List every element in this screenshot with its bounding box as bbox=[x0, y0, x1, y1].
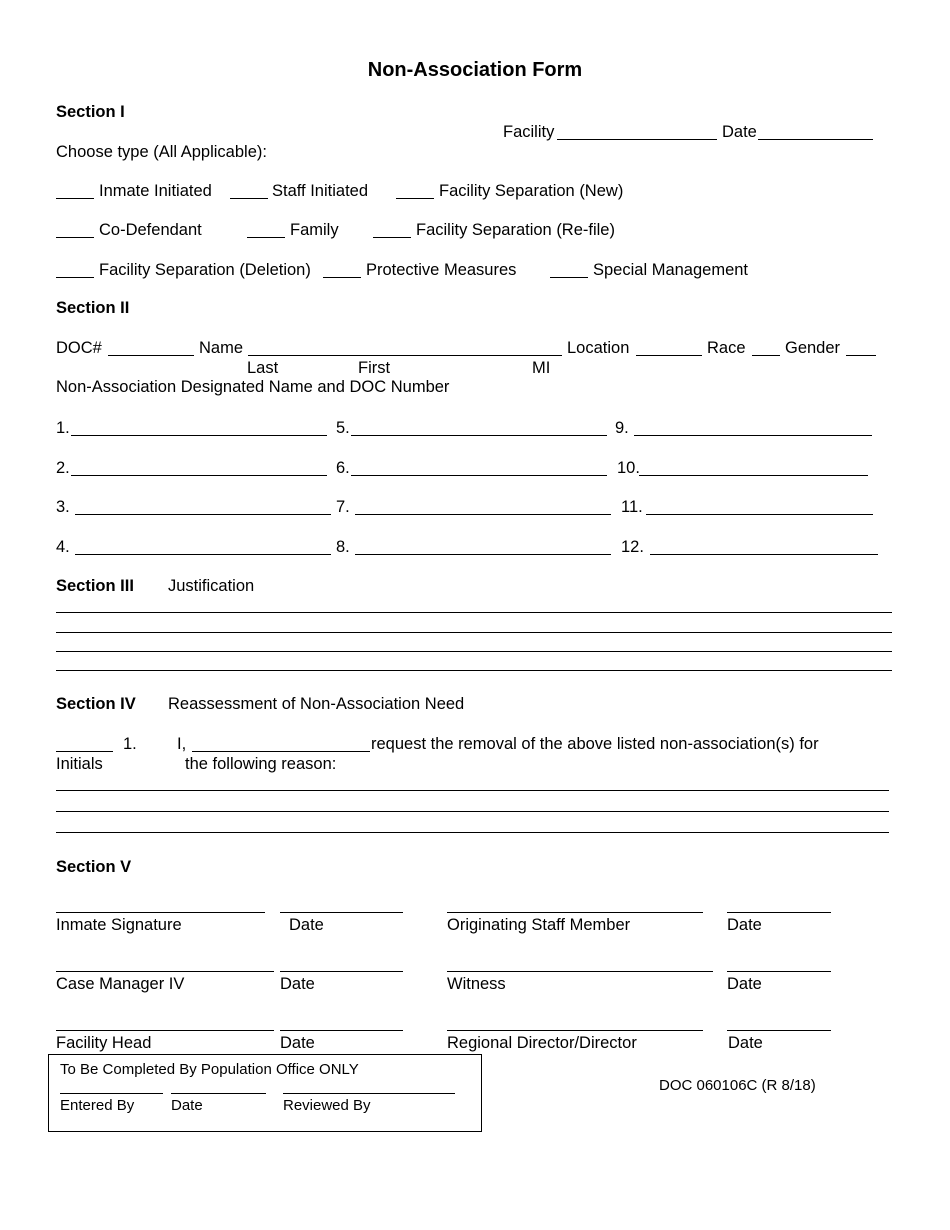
inmate-signature-line[interactable] bbox=[56, 912, 265, 913]
designated-field[interactable] bbox=[634, 435, 872, 436]
gender-field[interactable] bbox=[846, 355, 876, 356]
section-1-heading: Section I bbox=[56, 103, 125, 121]
name-first-caption: First bbox=[358, 359, 391, 377]
reassessment-label: Reassessment of Non-Association Need bbox=[168, 695, 465, 713]
entered-by-line[interactable] bbox=[60, 1093, 163, 1094]
designated-number: 6. bbox=[336, 459, 350, 477]
checkbox-staff-initiated[interactable] bbox=[230, 198, 268, 199]
i-label: I, bbox=[177, 735, 187, 753]
designated-field[interactable] bbox=[355, 514, 611, 515]
type-facility-separation-deletion: Facility Separation (Deletion) bbox=[99, 261, 311, 279]
facility-head-line[interactable] bbox=[56, 1030, 274, 1031]
name-label: Name bbox=[199, 339, 244, 357]
type-family: Family bbox=[290, 221, 339, 239]
witness-label: Witness bbox=[447, 975, 506, 993]
reviewed-by-label: Reviewed By bbox=[283, 1097, 371, 1114]
type-facility-separation-refile: Facility Separation (Re-file) bbox=[416, 221, 615, 239]
name-field[interactable] bbox=[248, 355, 562, 356]
designated-field[interactable] bbox=[639, 475, 868, 476]
designated-number: 2. bbox=[56, 459, 70, 477]
originating-date-line[interactable] bbox=[727, 912, 831, 913]
type-inmate-initiated: Inmate Initiated bbox=[99, 182, 212, 200]
checkbox-inmate-initiated[interactable] bbox=[56, 198, 94, 199]
type-protective-measures: Protective Measures bbox=[366, 261, 517, 279]
checkbox-facility-separation-refile[interactable] bbox=[373, 237, 411, 238]
section-3-heading: Section III bbox=[56, 577, 134, 595]
facility-head-date-label: Date bbox=[280, 1034, 315, 1052]
date-label: Date bbox=[722, 123, 757, 141]
choose-type-label: Choose type (All Applicable): bbox=[56, 143, 267, 161]
checkbox-facility-separation-deletion[interactable] bbox=[56, 277, 94, 278]
regional-director-line[interactable] bbox=[447, 1030, 703, 1031]
witness-line[interactable] bbox=[447, 971, 713, 972]
facility-head-label: Facility Head bbox=[56, 1034, 152, 1052]
designated-number: 3. bbox=[56, 498, 70, 516]
entered-by-label: Entered By bbox=[60, 1097, 135, 1114]
case-manager-line[interactable] bbox=[56, 971, 274, 972]
originating-staff-label: Originating Staff Member bbox=[447, 916, 631, 934]
designated-number: 8. bbox=[336, 538, 350, 556]
designated-field[interactable] bbox=[351, 435, 607, 436]
regional-director-date-line[interactable] bbox=[727, 1030, 831, 1031]
office-date-line[interactable] bbox=[171, 1093, 266, 1094]
witness-date-label: Date bbox=[727, 975, 762, 993]
checkbox-co-defendant[interactable] bbox=[56, 237, 94, 238]
justification-label: Justification bbox=[168, 577, 255, 595]
name-last-caption: Last bbox=[247, 359, 279, 377]
facility-head-date-line[interactable] bbox=[280, 1030, 403, 1031]
case-manager-date-line[interactable] bbox=[280, 971, 403, 972]
doc-form-number: DOC 060106C (R 8/18) bbox=[659, 1077, 816, 1094]
section-2-heading: Section II bbox=[56, 299, 130, 317]
designated-number: 1. bbox=[56, 419, 70, 437]
originating-staff-line[interactable] bbox=[447, 912, 703, 913]
designated-number: 4. bbox=[56, 538, 70, 556]
designated-number: 11. bbox=[621, 498, 643, 516]
designated-label: Non-Association Designated Name and DOC Number bbox=[56, 378, 450, 396]
designated-number: 10. bbox=[617, 459, 640, 477]
office-date-label: Date bbox=[171, 1097, 203, 1114]
designated-number: 5. bbox=[336, 419, 350, 437]
reason-line[interactable] bbox=[56, 811, 889, 812]
location-label: Location bbox=[567, 339, 630, 357]
reviewed-by-line[interactable] bbox=[283, 1093, 455, 1094]
case-manager-label: Case Manager IV bbox=[56, 975, 185, 993]
designated-field[interactable] bbox=[75, 514, 331, 515]
following-reason-text: the following reason: bbox=[185, 755, 337, 773]
request-removal-text: request the removal of the above listed non-association(s) for bbox=[371, 735, 819, 753]
requester-name-field[interactable] bbox=[192, 751, 370, 752]
reason-line[interactable] bbox=[56, 832, 889, 833]
type-facility-separation-new: Facility Separation (New) bbox=[439, 182, 624, 200]
designated-field[interactable] bbox=[71, 435, 327, 436]
doc-number-field[interactable] bbox=[108, 355, 194, 356]
type-co-defendant: Co-Defendant bbox=[99, 221, 202, 239]
initials-field[interactable] bbox=[56, 751, 113, 752]
checkbox-special-management[interactable] bbox=[550, 277, 588, 278]
doc-number-label: DOC# bbox=[56, 339, 102, 357]
reason-line[interactable] bbox=[56, 790, 889, 791]
location-field[interactable] bbox=[636, 355, 702, 356]
race-field[interactable] bbox=[752, 355, 780, 356]
regional-director-label: Regional Director/Director bbox=[447, 1034, 637, 1052]
justification-line[interactable] bbox=[56, 670, 892, 671]
inmate-signature-label: Inmate Signature bbox=[56, 916, 182, 934]
designated-field[interactable] bbox=[75, 554, 331, 555]
designated-number: 12. bbox=[621, 538, 644, 556]
designated-number: 9. bbox=[615, 419, 629, 437]
type-staff-initiated: Staff Initiated bbox=[272, 182, 369, 200]
section-5-heading: Section V bbox=[56, 858, 132, 876]
facility-label: Facility bbox=[503, 123, 555, 141]
justification-line[interactable] bbox=[56, 651, 892, 652]
gender-label: Gender bbox=[785, 339, 841, 357]
checkbox-facility-separation-new[interactable] bbox=[396, 198, 434, 199]
date-field[interactable] bbox=[758, 139, 873, 140]
inmate-date-line[interactable] bbox=[280, 912, 403, 913]
type-special-management: Special Management bbox=[593, 261, 749, 279]
name-mi-caption: MI bbox=[532, 359, 551, 377]
initials-caption: Initials bbox=[56, 755, 103, 773]
designated-number: 7. bbox=[336, 498, 350, 516]
race-label: Race bbox=[707, 339, 746, 357]
designated-field[interactable] bbox=[71, 475, 327, 476]
checkbox-protective-measures[interactable] bbox=[323, 277, 361, 278]
case-manager-date-label: Date bbox=[280, 975, 315, 993]
section-4-heading: Section IV bbox=[56, 695, 136, 713]
originating-date-label: Date bbox=[727, 916, 762, 934]
inmate-date-label: Date bbox=[289, 916, 324, 934]
designated-field[interactable] bbox=[650, 554, 878, 555]
justification-line[interactable] bbox=[56, 632, 892, 633]
population-office-title: To Be Completed By Population Office ONLY bbox=[60, 1061, 359, 1078]
checkbox-family[interactable] bbox=[247, 237, 285, 238]
justification-line[interactable] bbox=[56, 612, 892, 613]
page-title: Non-Association Form bbox=[367, 59, 583, 81]
designated-field[interactable] bbox=[646, 514, 873, 515]
regional-director-date-label: Date bbox=[728, 1034, 763, 1052]
witness-date-line[interactable] bbox=[727, 971, 831, 972]
designated-field[interactable] bbox=[355, 554, 611, 555]
reassessment-number: 1. bbox=[123, 735, 137, 753]
facility-field[interactable] bbox=[557, 139, 717, 140]
designated-field[interactable] bbox=[351, 475, 607, 476]
